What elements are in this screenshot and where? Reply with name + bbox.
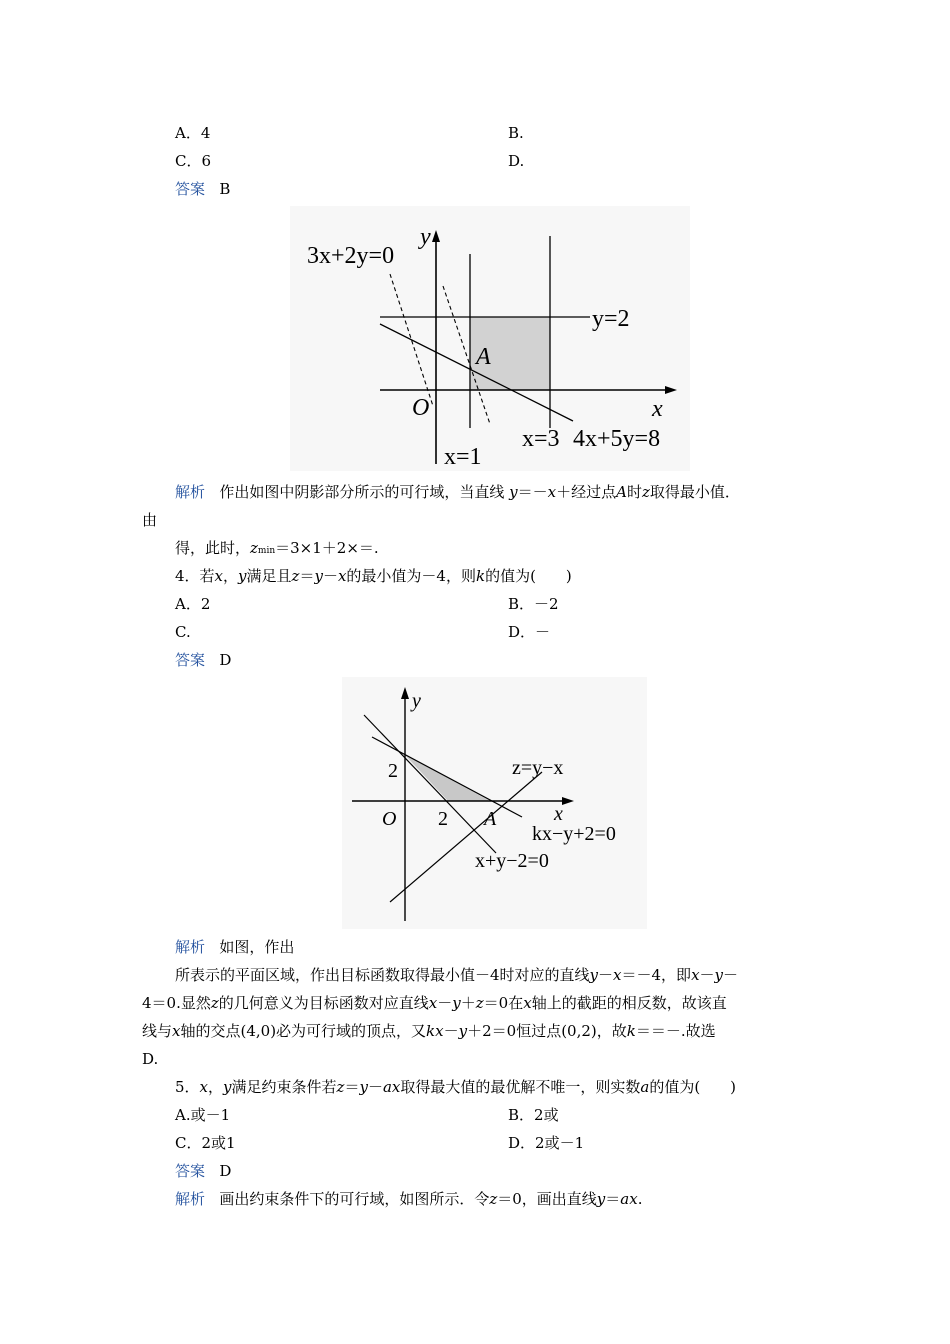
text-run: 取得最小值． <box>649 483 740 501</box>
q3-figure-svg <box>290 206 690 471</box>
var-x: x <box>547 483 557 501</box>
q4-label-x: x <box>554 803 563 825</box>
text-run: － <box>322 567 338 585</box>
var-y: y <box>714 966 724 984</box>
var-x: x <box>691 966 700 984</box>
var-z: z <box>475 994 484 1012</box>
q4-label-2-yaxis: 2 <box>388 760 398 782</box>
q3-analysis-line-3 <box>175 538 379 561</box>
q4-label-a: A <box>484 808 497 830</box>
q3-option-d: D. <box>508 152 525 170</box>
q5-stem <box>175 1077 736 1097</box>
q5-option-a: A.或－1 <box>175 1106 231 1124</box>
q3-option-a: A．4 <box>175 124 211 142</box>
q3-figure <box>290 206 690 471</box>
text-run: 的最小值为－4，则 <box>346 567 476 585</box>
text-run: 轴上的截距的相反数，故该直 <box>531 994 727 1012</box>
text-run: 如图，作出 <box>219 938 295 956</box>
var-y: y <box>359 1078 368 1096</box>
q5-option-d: D．2或－1 <box>508 1134 585 1152</box>
var-y: y <box>596 1190 606 1208</box>
text-run: － <box>699 966 715 984</box>
q3-label-x3: x=3 <box>522 426 560 452</box>
q5-answer-value: D <box>219 1162 232 1180</box>
q4-option-b: B．－2 <box>508 595 559 613</box>
q3-label-4x5y8: 4x+5y=8 <box>573 426 661 452</box>
q3-analysis-label: 解析 <box>175 483 206 501</box>
var-y: y <box>458 1022 468 1040</box>
text-run: 的值为( ) <box>485 567 572 585</box>
text-run: 作出如图中阴影部分所示的可行域，当直线 <box>219 483 510 501</box>
q5-answer-line <box>175 1161 231 1181</box>
var-x: x <box>428 994 438 1012</box>
q4-analysis-line-4 <box>142 1021 716 1041</box>
q3-y-axis-arrow <box>432 230 440 242</box>
var-z: z <box>489 1190 498 1208</box>
q4-figure <box>342 677 647 929</box>
q4-figure-svg <box>342 677 647 929</box>
var-y: y <box>589 966 599 984</box>
text-run: ， <box>208 1078 224 1096</box>
q4-option-a: A．2 <box>175 595 211 613</box>
text-run: ＋2＝0恒过点(0,2)，故 <box>467 1022 627 1040</box>
text-run: 满足约束条件若 <box>231 1078 337 1096</box>
q4-option-d: D．－ <box>508 623 551 641</box>
q4-label-2-xaxis: 2 <box>438 808 448 830</box>
q4-label-y: y <box>412 690 421 712</box>
var-a: A <box>616 483 627 501</box>
q4-option-c: C. <box>175 623 191 641</box>
q4-line-x-plus-y-minus-2 <box>364 715 496 853</box>
q4-x-axis-arrow <box>562 797 574 805</box>
var-ax: ax <box>620 1190 638 1208</box>
q3-label-y2: y=2 <box>592 306 630 332</box>
text-run: ＝ <box>299 567 315 585</box>
subscript-min: min <box>257 546 276 556</box>
var-x: x <box>214 567 224 585</box>
q3-label-3x2y0: 3x+2y=0 <box>307 243 395 269</box>
q4-analysis-line-5: D. <box>142 1050 159 1068</box>
var-k: k <box>626 1022 636 1040</box>
text-run: 轴的交点(4,0)必为可行域的顶点，又 <box>180 1022 427 1040</box>
q5-option-b: B．2或 <box>508 1106 559 1124</box>
q3-label-x: x <box>652 396 663 422</box>
var-y: y <box>509 483 518 501</box>
text-run: ＝＝－.故选 <box>635 1022 716 1040</box>
text-run: ， <box>223 567 239 585</box>
text-run: ＝0，画出直线 <box>497 1190 597 1208</box>
q4-answer-line <box>175 650 231 670</box>
text-run: － <box>437 994 453 1012</box>
var-z: z <box>210 994 219 1012</box>
text-run: － <box>598 966 614 984</box>
q3-analysis-line-1 <box>175 482 740 502</box>
var-x: x <box>523 994 532 1012</box>
text-run: . <box>637 1190 643 1208</box>
q3-label-x1: x=1 <box>444 444 482 470</box>
var-z: z <box>291 567 300 585</box>
q4-analysis-label: 解析 <box>175 938 206 956</box>
var-k: k <box>475 567 486 585</box>
q3-label-y: y <box>420 224 431 250</box>
text-run: － <box>367 1078 383 1096</box>
text-run: 所表示的平面区域，作出目标函数取得最小值－4时对应的直线 <box>175 966 590 984</box>
var-a: a <box>640 1078 650 1096</box>
text-run: － <box>723 966 739 984</box>
q3-label-a: A <box>476 344 491 370</box>
q4-stem <box>175 566 572 586</box>
q5-analysis-line-1 <box>175 1189 642 1209</box>
q4-analysis-line-2 <box>175 965 738 985</box>
q4-analysis-line-3 <box>142 993 727 1013</box>
text-run: 时 <box>626 483 642 501</box>
text-run: 得，此时， <box>175 539 251 557</box>
text-run: ＝－ <box>517 483 548 501</box>
var-z: z <box>336 1078 345 1096</box>
text-run: 取得最大值的最优解不唯一，则实数 <box>400 1078 641 1096</box>
q3-label-o: O <box>412 395 430 421</box>
q3-answer-value: B <box>219 180 231 198</box>
text-run: 4．若 <box>175 567 215 585</box>
var-x: x <box>199 1078 209 1096</box>
text-run: 线与 <box>142 1022 173 1040</box>
var-x: x <box>613 966 622 984</box>
q4-answer-label: 答案 <box>175 651 206 669</box>
var-x: x <box>337 567 347 585</box>
text-run: ＝0在 <box>483 994 524 1012</box>
text-run: 4＝0.显然 <box>142 994 211 1012</box>
q4-answer-value: D <box>219 651 232 669</box>
text-run: － <box>443 1022 459 1040</box>
q5-option-c: C．2或1 <box>175 1134 236 1152</box>
q3-answer-label: 答案 <box>175 180 206 198</box>
text-run: ＝3×1＋2×＝. <box>275 539 379 557</box>
q4-label-x-plus-y-minus-2: x+y−2=0 <box>475 850 549 872</box>
q3-analysis-line-2: 由 <box>142 511 158 529</box>
q3-answer-line <box>175 179 230 199</box>
text-run: 画出约束条件下的可行域，如图所示．令 <box>219 1190 490 1208</box>
text-run: 的几何意义为目标函数对应直线 <box>218 994 429 1012</box>
var-x: x <box>172 1022 181 1040</box>
var-y: y <box>452 994 461 1012</box>
q4-y-axis-arrow <box>401 687 409 699</box>
text-run: ＝ <box>344 1078 360 1096</box>
q5-answer-label: 答案 <box>175 1162 206 1180</box>
q3-option-b: B. <box>508 124 524 142</box>
var-z: z <box>250 539 258 557</box>
q3-option-c: C．6 <box>175 152 212 170</box>
text-run: 5． <box>175 1078 200 1096</box>
var-y: y <box>223 1078 232 1096</box>
var-y: y <box>238 567 247 585</box>
q3-x-axis-arrow <box>665 386 677 394</box>
var-y: y <box>314 567 323 585</box>
text-run: ＋ <box>460 994 476 1012</box>
q4-label-o: O <box>382 808 397 830</box>
text-run: ＝ <box>605 1190 621 1208</box>
var-kx: kx <box>426 1022 444 1040</box>
text-run: 的值为( ) <box>649 1078 737 1096</box>
q5-analysis-label: 解析 <box>175 1190 206 1208</box>
var-z: z <box>641 483 650 501</box>
q4-analysis-line-1 <box>175 937 294 957</box>
q4-label-z-y-x: z=y−x <box>512 757 564 779</box>
q4-label-kx-y-2: kx−y+2=0 <box>532 823 616 845</box>
text-run: ＝－4，即 <box>621 966 692 984</box>
text-run: 满足且 <box>246 567 292 585</box>
text-run: ＋经过点 <box>556 483 617 501</box>
var-ax: ax <box>382 1078 401 1096</box>
